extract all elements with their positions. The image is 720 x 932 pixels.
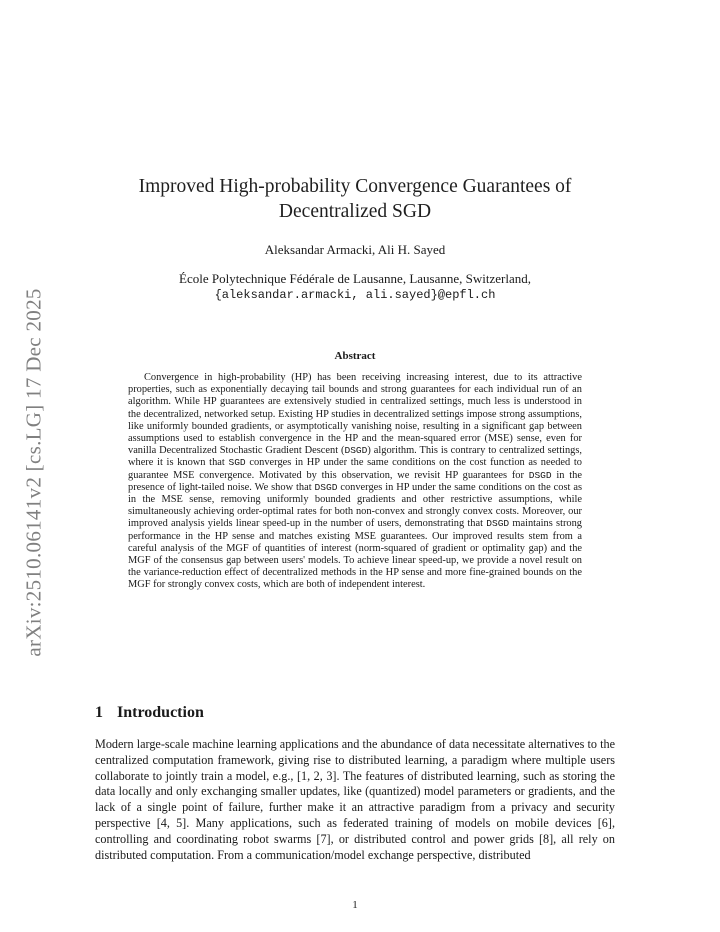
- abstract-code-dsgd: DSGD: [528, 469, 552, 481]
- abstract-segment: converges in HP under the same conditions on the cost as in the MSE sense, removing uniformly bounded gradients and other restrictive assumptions, while simultaneously achieving order-optimal rates for both non-convex and strongly convex costs. Moreover, our improved analysis yields linear speed-up in the number of users, demonstrating that: [128, 481, 582, 530]
- abstract-segment: ) algorithm. This is contrary to centralized settings, where it is known that: [128, 445, 582, 469]
- abstract-code-dsgd: DSGD: [486, 518, 510, 530]
- author-list: Aleksandar Armacki, Ali H. Sayed: [264, 242, 446, 257]
- affiliation-block: [95, 270, 615, 304]
- arxiv-stamp-text: arXiv:2510.06141v2 [cs.LG] 17 Dec 2025: [21, 287, 46, 657]
- abstract-code-dsgd: DSGD: [344, 445, 368, 457]
- abstract-heading: Abstract: [334, 350, 376, 362]
- abstract-segment: converges in HP under the same conditions on the cost function as needed to guarantee MSE convergence. Motivated by this observation, we revisit HP guarantees for: [128, 457, 582, 481]
- paper-title: [95, 174, 615, 224]
- section-heading: [95, 703, 204, 723]
- title-line-2: Decentralized SGD: [278, 201, 432, 222]
- page-number: 1: [352, 899, 358, 911]
- section-title: Introduction: [117, 704, 204, 721]
- arxiv-identifier-stamp: [14, 262, 54, 682]
- abstract-segment: maintains strong performance in the HP sense and matches existing MSE guarantees. Our improved results stem from a careful analysis of the MGF of quantities of interest (norm-squared of gradient or optimality gap) and the MGF of the consensus gap between users' models. To achieve linear speed-up, we provide a novel result on the variance-reduction effect of decentralized methods in the HP sense and more fine-grained bounds on the MGF for strongly convex costs, which are both of independent interest.: [128, 518, 582, 591]
- abstract-segment: in the presence of light-tailed noise. We show that: [128, 469, 582, 493]
- abstract-code-sgd: SGD: [228, 457, 246, 469]
- author-email: {aleksandar.armacki, ali.sayed}@epfl.ch: [214, 288, 496, 302]
- abstract-segment: Convergence in high-probability (HP) has been receiving increasing interest, due to its attractive properties, such as exponentially decaying tail bounds and strong guarantees for each individual run of an algorithm. While HP guarantees are extensively studied in centralized settings, much less is understood in the decentralized, networked setup. Existing HP studies in decentralized settings impose strong assumptions, like uniformly bounded gradients, or asymptotically vanishing noise, resulting in a significant gap between assumptions used to establish convergence in the HP and the mean-squared error (MSE) sense, even for vanilla Decentralized Stochastic Gradient Descent (: [128, 372, 582, 457]
- title-line-1: Improved High-probability Convergence Guarantees of: [138, 176, 572, 197]
- affiliation: École Polytechnique Fédérale de Lausanne, Lausanne, Switzerland,: [179, 271, 531, 286]
- abstract-text: [128, 372, 582, 592]
- section-number: 1: [95, 704, 103, 721]
- abstract-code-dsgd: DSGD: [314, 481, 338, 493]
- introduction-paragraph: Modern large-scale machine learning applications and the abundance of data necessitate alternatives to the centralized computation framework, giving rise to distributed learning, a paradigm where multiple users collaborate to jointly train a model, e.g., [1, 2, 3]. The features of distributed learning, such as storing the data locally and only exchanging smaller updates, like (quantized) model parameters or gradients, and the lack of a single point of failure, further make it an attractive paradigm from a privacy and security perspective [4, 5]. Many applications, such as federated training of models on mobile devices [6], controlling and coordinating robot swarms [7], or distributed control and power grids [8], all rely on distributed computation. From a communication/model exchange perspective, distributed: [95, 737, 615, 862]
